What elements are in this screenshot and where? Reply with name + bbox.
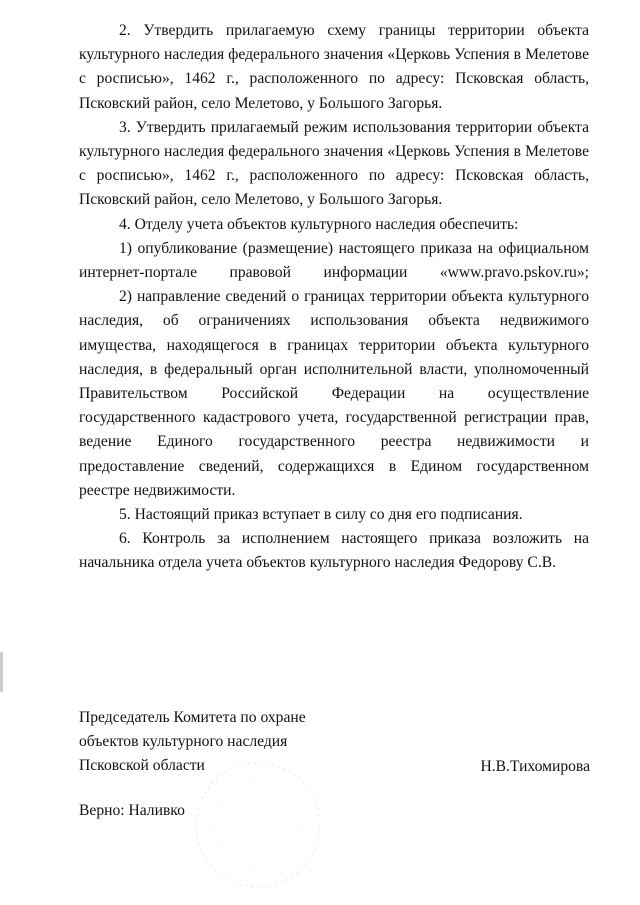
scan-edge-mark: [0, 652, 3, 692]
paragraph-item-6: 6. Контроль за исполнением настоящего приказа возложить на начальника отдела учета объектов культурного наследия Федорову С.В.: [79, 530, 589, 572]
verification-note: Верно: Наливко: [79, 802, 185, 819]
signatory-title-line: объектов культурного наследия: [79, 733, 288, 751]
order-text: [79, 19, 589, 576]
paragraph-item-5: 5. Настоящий приказ вступает в силу со дня его подписания.: [119, 506, 523, 524]
signatory-title-line: Председатель Комитета по охране: [79, 709, 306, 726]
paragraph-item-2: 2. Утвердить прилагаемую схему границы территории объекта культурного наследия федерального значения «Церковь Успения в Мелетове с росписью», 1462 г., расположенного по адресу: Псковская область, Псковский район, село Мелетово, у Большого Загорья.: [79, 22, 589, 112]
paragraph-item-3: 3. Утвердить прилагаемый режим использования территории объекта культурного наследия федерального значения «Церковь Успения в Мелетове с росписью», 1462 г., расположенного по адресу: Псковская область, Псковский район, село Мелетово, у Большого Загорья.: [79, 118, 589, 209]
paragraph-subitem-2: 2) направление сведений о границах территории объекта культурного наследия, об ограничениях использования объекта недвижимого имущества, находящегося в границах территории объекта культурного наследия, в федеральный орган исполнительной власти, уполномоченный Правительством Российской Федерации на осуществление государственного кадастрового учета, государственной регистрации прав, ведение Единого государственного реестра недвижимости и предоставление сведений, содержащихся в Едином государственном реестре недвижимости.: [79, 288, 589, 499]
signatory-title-line: Псковской области: [79, 757, 205, 775]
paragraph-item-4: 4. Отделу учета объектов культурного наследия обеспечить:: [119, 215, 519, 233]
paragraph-subitem-1: 1) опубликование (размещение) настоящего приказа на официальном интернет-портале правовой информации «www.pravo.pskov.ru»;: [79, 239, 589, 282]
signatory-name: Н.В.Тихомирова: [480, 758, 590, 775]
faint-seal-stamp: [188, 755, 328, 895]
